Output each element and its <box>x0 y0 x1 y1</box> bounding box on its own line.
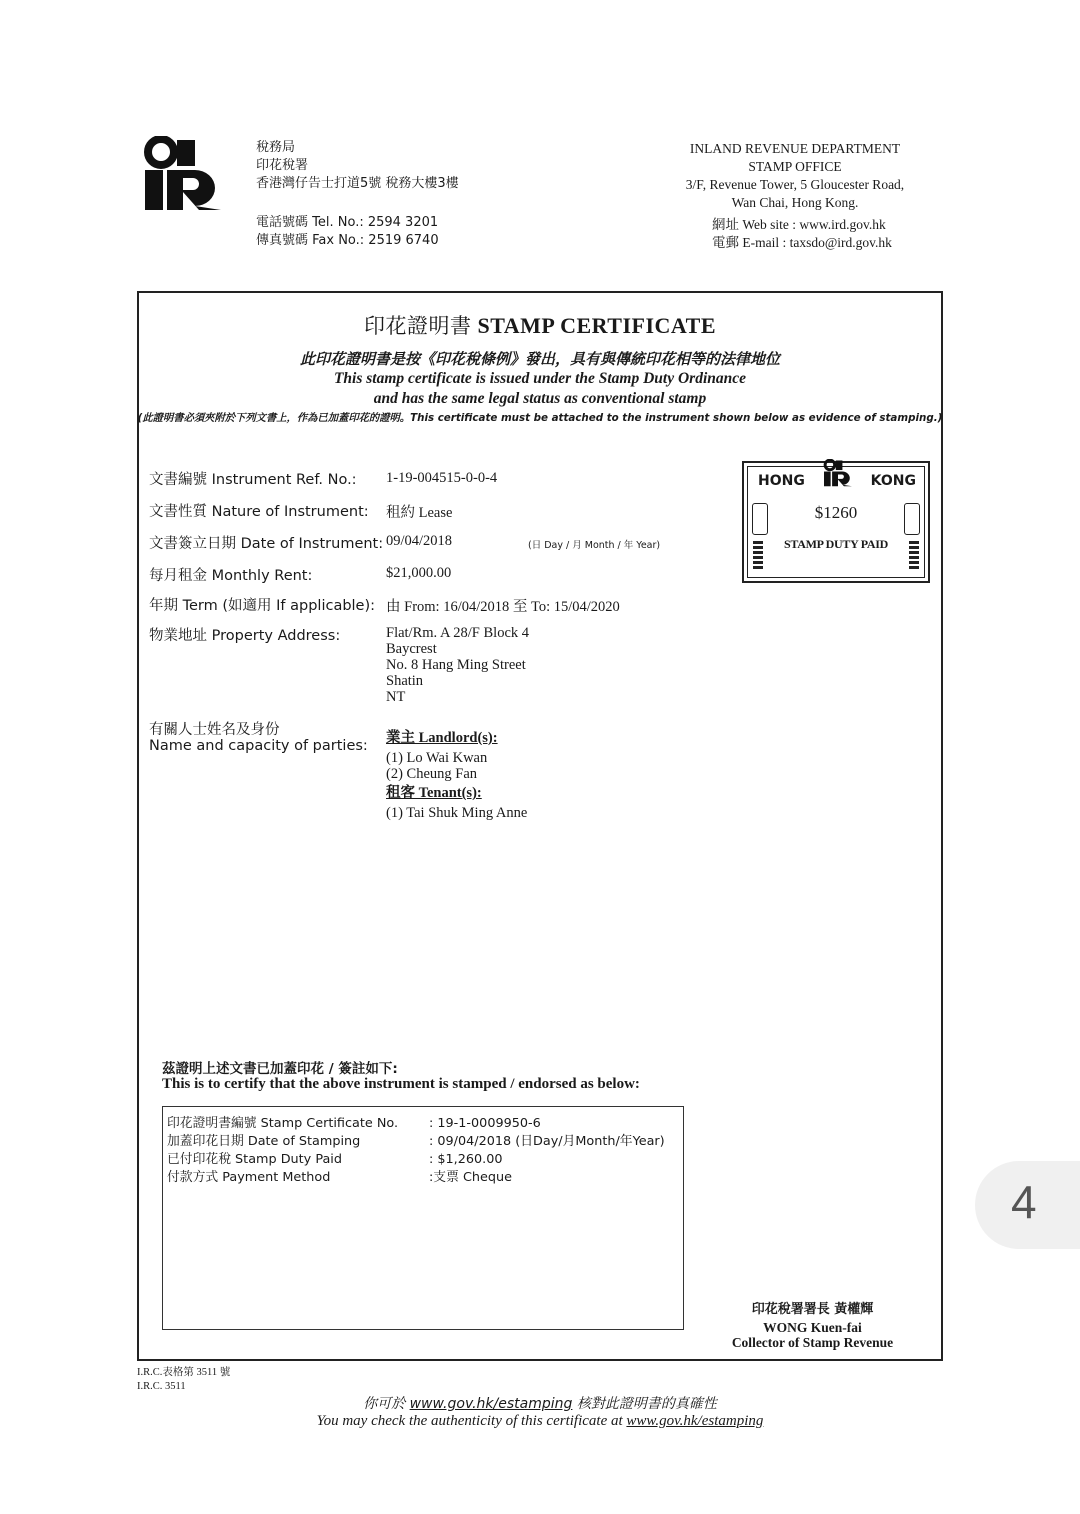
detail-label: 印花證明書編號 Stamp Certificate No. <box>167 1116 399 1131</box>
estamping-link-zh[interactable]: www.gov.hk/estamping <box>409 1396 573 1412</box>
parties-label-zh: 有關人士姓名及身份 <box>149 722 280 738</box>
date-format-hint: (日 Day / 月 Month / 年 Year) <box>528 540 661 551</box>
header-email: 電郵 E-mail : taxsdo@ird.gov.hk <box>712 235 892 250</box>
certificate-subtitle-en-1: This stamp certificate is issued under the Stamp Duty Ordinance <box>333 370 747 387</box>
instrument-ref-label: 文書編號 Instrument Ref. No.: <box>149 472 357 488</box>
landlord-name: (1) Lo Wai Kwan <box>386 750 488 766</box>
header-online <box>712 216 892 252</box>
address-line: Baycrest <box>386 641 437 657</box>
verify-text: 核對此證明書的真確性 <box>572 1396 717 1412</box>
date-of-instrument-value: 09/04/2018 <box>386 533 453 549</box>
parties-value <box>386 730 527 821</box>
header-fax: 傳真號碼 Fax No.: 2519 6740 <box>256 233 439 248</box>
address-line: No. 8 Hang Ming Street <box>386 657 526 673</box>
nature-label: 文書性質 Nature of Instrument: <box>149 504 369 520</box>
stamp-caption: STAMP DUTY PAID <box>784 537 888 551</box>
term-label: 年期 Term (如適用 If applicable): <box>149 598 376 614</box>
certificate-notice: (此證明書必須夾附於下列文書上，作為已加蓋印花的證明。This certificate must be attached to the instrument shown below as evidence of stamping.) <box>137 412 943 424</box>
detail-label: 付款方式 Payment Method <box>167 1170 331 1185</box>
certificate-subtitle-en-2: and has the same legal status as conventional stamp <box>373 390 707 407</box>
landlord-name: (2) Cheung Fan <box>386 766 478 782</box>
tenant-name: (1) Tai Shuk Ming Anne <box>386 805 528 821</box>
stamp-left-ornament <box>753 541 763 571</box>
stamp-amount: $1260 <box>814 503 858 522</box>
collector-title-zh: 印花稅署署長 黃權輝 <box>751 1302 874 1317</box>
certificate-title-zh: 印花證明書 <box>363 314 472 338</box>
certificate-title <box>137 310 943 340</box>
header-tel: 電話號碼 Tel. No.: 2594 3201 <box>256 215 439 230</box>
tenant-heading: 租客 Tenant(s): <box>386 785 482 801</box>
address-line: Shatin <box>386 673 424 689</box>
header-contact <box>256 214 439 250</box>
parties-label-en: Name and capacity of parties: <box>149 738 368 754</box>
collector-title-en: Collector of Stamp Revenue <box>731 1335 894 1350</box>
header-address-en-2: Wan Chai, Hong Kong. <box>731 195 859 210</box>
detail-value: :支票 Cheque <box>429 1170 512 1185</box>
stamp-ird-logo <box>820 459 856 487</box>
duty-stamp <box>742 461 930 583</box>
certify-line-zh: 茲證明上述文書已加蓋印花 / 簽註如下: <box>162 1061 398 1077</box>
detail-value: : 19-1-0009950-6 <box>429 1116 541 1131</box>
header-dept-zh: 稅務局 <box>256 140 296 155</box>
verify-note-en <box>137 1413 943 1430</box>
verify-text: You may check the authenticity of this certificate at <box>316 1413 627 1429</box>
address-line: Flat/Rm. A 28/F Block 4 <box>386 625 530 641</box>
landlord-heading: 業主 Landlord(s): <box>386 730 498 746</box>
monthly-rent-value: $21,000.00 <box>386 565 452 581</box>
collector-name: WONG Kuen-fai <box>763 1320 862 1335</box>
header-address-en-1: 3/F, Revenue Tower, 5 Gloucester Road, <box>685 177 905 192</box>
details-labels <box>167 1115 398 1187</box>
stamp-hong: HONG <box>758 473 805 489</box>
property-address-label: 物業地址 Property Address: <box>149 628 341 644</box>
verify-text: 你可於 <box>363 1396 410 1412</box>
page-number: 4 <box>1011 1176 1037 1228</box>
details-values <box>429 1115 665 1187</box>
detail-label: 加蓋印花日期 Date of Stamping <box>167 1134 361 1149</box>
date-of-instrument-label: 文書簽立日期 Date of Instrument: <box>149 536 384 552</box>
ird-logo <box>143 136 223 212</box>
form-number <box>137 1366 230 1394</box>
certificate-title-en: STAMP CERTIFICATE <box>477 313 717 338</box>
nature-value: 租約 Lease <box>386 505 453 521</box>
stamp-certificate-details <box>162 1106 684 1330</box>
detail-value: : 09/04/2018 (日Day/月Month/年Year) <box>429 1134 665 1149</box>
header-chinese-address <box>256 139 459 193</box>
header-office-en: STAMP OFFICE <box>748 159 842 174</box>
form-number-zh: I.R.C.表格第 3511 號 <box>137 1367 231 1378</box>
form-number-en: I.R.C. 3511 <box>137 1381 186 1392</box>
header-dept-en: INLAND REVENUE DEPARTMENT <box>689 141 901 156</box>
term-value: 由 From: 16/04/2018 至 To: 15/04/2020 <box>386 599 620 615</box>
stamp-kong: KONG <box>870 473 916 489</box>
header-english-address <box>640 140 950 212</box>
header-website: 網址 Web site : www.ird.gov.hk <box>712 217 886 232</box>
estamping-link-en[interactable]: www.gov.hk/estamping <box>626 1413 764 1429</box>
detail-label: 已付印花稅 Stamp Duty Paid <box>167 1152 342 1167</box>
monthly-rent-label: 每月租金 Monthly Rent: <box>149 568 313 584</box>
parties-label <box>149 722 368 754</box>
header-office-zh: 印花稅署 <box>256 158 309 173</box>
certify-line-en: This is to certify that the above instrument is stamped / endorsed as below: <box>162 1076 640 1092</box>
detail-value: : $1,260.00 <box>429 1152 503 1167</box>
property-address-value <box>386 625 529 705</box>
instrument-ref-value: 1-19-004515-0-0-4 <box>386 470 498 486</box>
header-address-zh: 香港灣仔告士打道5號 稅務大樓3樓 <box>256 176 459 191</box>
stamp-right-ornament <box>909 541 919 571</box>
certificate-subtitle-zh: 此印花證明書是按《印花稅條例》發出，具有與傳統印花相等的法律地位 <box>299 350 780 368</box>
address-line: NT <box>386 689 406 705</box>
page-number-tab <box>975 1161 1080 1249</box>
verify-note-zh <box>137 1393 943 1413</box>
